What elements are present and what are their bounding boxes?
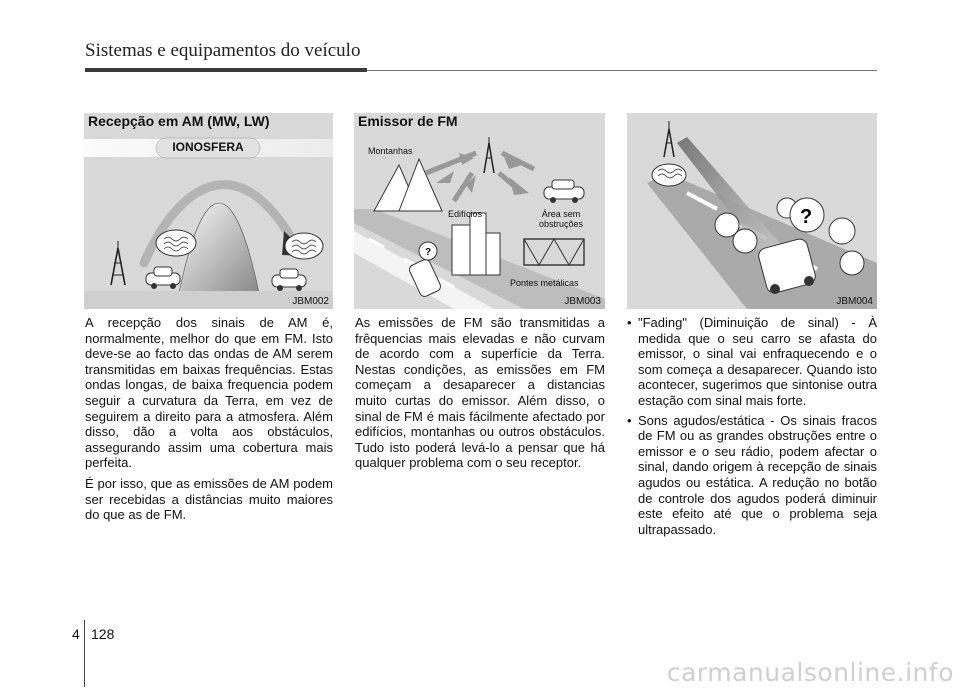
paragraph: As emissões de FM são transmitidas a frêquencias mais elevadas e não curvam de acordo com a superfície da Terra. Nestas condições, as emissões em FM começam a desaparecer a distancias muito curtas do emissor. Além disso, o sinal de FM é mais fácilmente afectado por edifícios, montanhas ou outros obstáculos. Tudo isto poderá levá-lo a pensar que há qualquer problema com o seu receptor. [355,315,605,471]
figure-code: JBM003 [564,296,601,307]
tower-icon [111,241,125,285]
page-divider [84,620,85,687]
middle-column-text [355,315,605,476]
car-icon [146,267,180,289]
label-open-area: Área sem obstruções [538,209,584,229]
signal-bubble-icon [285,233,323,259]
fading-illustration [627,113,877,309]
chapter-number: 4 [72,626,80,642]
paragraph: A recepção dos sinais de AM é, normalmente, melhor do que em FM. Isto deve-se ao facto das ondas de AM serem transmitidas em baixas frequências. Estas ondas longas, de baixa frequencia podem seguir a curvatura da Terra, em vez de seguirem a direito para a atmosfera. Além disso, dão a volta aos obstáculos, assegurando assim uma cobertura mais perfeita. [85,315,333,471]
signal-bubble-icon [652,164,686,186]
label-metal-bridges: Pontes metálicas [510,278,579,288]
tower-icon [664,121,674,157]
svg-text:?: ? [800,206,813,228]
figure-code: JBM004 [836,296,873,307]
label-buildings: Edifícios [448,209,483,219]
list-item: • Sons agudos/estática - Os sinais fracos de FM ou as grandes obstruções entre o emissor e o seu rádio, podem afectar o sinal, dando origem à recepção de sinais agudos ou estática. A redução no botão de controle dos agudos poderá diminuir este efeito até que o problema seja ultrapassado. [627,413,877,538]
header-rule-thin [367,70,877,71]
car-icon [544,180,584,203]
figure-title: Recepção em AM (MW, LW) [88,113,270,129]
figure-fading [627,113,877,309]
mountain-icon [374,159,442,211]
building-icon [452,213,500,275]
car-icon [272,269,306,291]
section-header: Sistemas e equipamentos do veículo [85,40,361,61]
page-number: 128 [91,626,115,642]
figure-code: JBM002 [292,296,329,307]
svg-text:?: ? [425,247,432,258]
header-rule-thick [85,68,367,72]
right-column-text [627,315,877,541]
label-mountains: Montanhas [368,146,413,156]
bridge-icon [524,239,584,265]
left-column-text [85,315,333,528]
signal-bubble-icon [156,230,196,256]
watermark: carmanualsonline.info [666,658,954,687]
tower-icon [484,137,494,173]
figure-am-reception [84,113,333,309]
figure-title: Emissor de FM [358,113,458,129]
ionosphere-label: IONOSFERA [172,140,244,154]
bullet-list [627,315,877,537]
list-item: • "Fading" (Diminuição de sinal) - À medida que o seu carro se afasta do emissor, o sinal vai enfraquecendo e o som começa a desaparecer. Quando isto acontecer, sugerimos que sintonise outra estação com sinal mais forte. [627,315,877,409]
paragraph: É por isso, que as emissões de AM podem ser recebidas a distâncias muito maiores do que as de FM. [85,475,333,523]
figure-fm-emitter [354,113,605,309]
